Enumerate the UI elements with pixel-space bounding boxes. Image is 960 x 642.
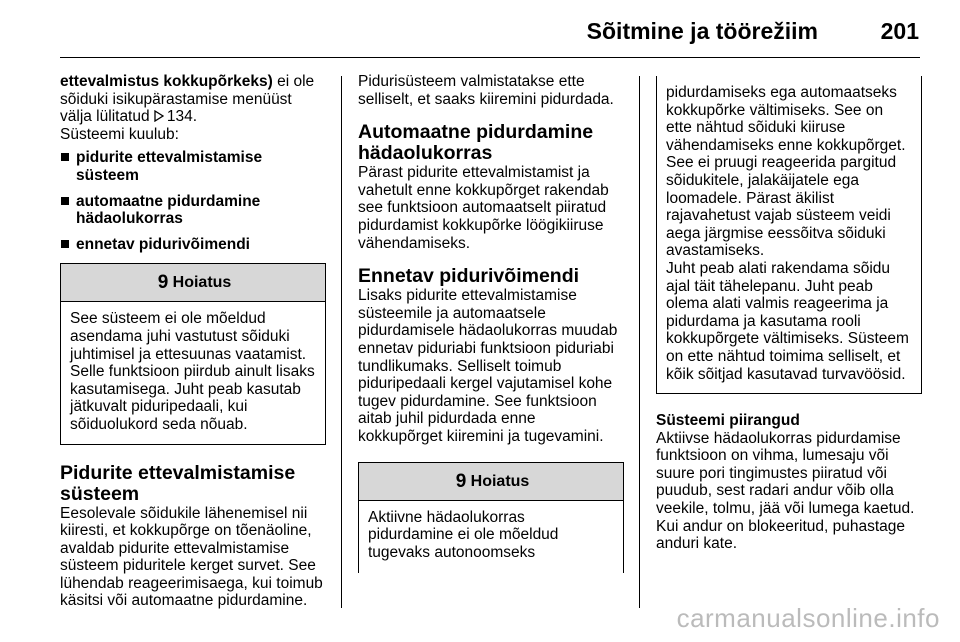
warning-body-1 [61,302,325,443]
warning-continued-text-1: pidurdamiseks ega automaatseks kokkupõrke vältimiseks. See on ette nähtud sõiduki kiiruse vähendamiseks enne kokkupõrget. See ei pruugi reageerida pargitud sõidukitele, jalakäijatele ega loomadele. Pärast äkilist rajavahetust vajab süsteem veidi aega järgmise eessõitva sõiduki avastamiseks. [666,84,906,260]
section-text-brake-assist: Lisaks pidurite ettevalmistamise süsteemile ja automaatsele pidurdamisele hädaolukorras muudab ennetav piduriabi funktsioon piduriabi tundlikumaks. Selliselt toimub piduripedaali kergel vajutamisel kohe tugev pidurdamine. See funktsioon aitab juhil pidurdada enne kokkupõrget kiiremini ja tugevamini. [358,287,618,445]
system-components-list [60,149,326,253]
warning-box-continued [656,76,922,394]
page-reference-icon [154,110,164,122]
intro-paragraph-middle: Pidurisüsteem valmistatakse ette selliselt, et saaks kiiremini pidurdada. [358,73,614,108]
warning-body-2 [359,501,623,572]
page-number: 201 [880,18,919,44]
warning-box-1 [60,263,326,444]
warning-text-1: See süsteem ei ole mõeldud asendama juhi vastutust sõiduki juhtimisel ja ettesuunas vaatamist. Selle funktsioon piirdub ainult lisaks kasutamisega. Juht peab kasutab jätkuvalt piduripedaali, kui sõiduolukord seda nõuab. [70,310,315,433]
watermark: carmanualsonline.info [676,603,940,633]
svg-text:9: 9 [157,272,168,291]
section-text-limits: Aktiivse hädaolukorras pidurdamise funktsioon on vihma, lumesaju või suure pori tingimustes piiratud või puudub, sest radari andur võib olla veekile, tolmu, jää või lumega kaetud. Kui andur on blokeeritud, puhastage anduri kate. [656,429,915,553]
column-divider-2 [639,76,640,608]
intro-bold-text: ettevalmistus kokkupõrkeks) [60,73,273,90]
section-heading-auto-braking: Automaatne pidurdamine hädaolukorras [358,121,594,165]
warning-icon [453,471,469,489]
section-text-brake-prep: Eesolevale sõidukile lähenemisel nii kiiresti, et kokkupõrge on tõenäoline, avaldab pidurite ettevalmistamise süsteem piduritele kerget survet. See lühendab reageerimisaega, kui toimub käsitsi või automaatne pidurdamine. [60,504,323,610]
list-item: ennetav pidurivõimendi [60,236,326,254]
warning-box-2 [358,462,624,573]
section-heading-limits: Süsteemi piirangud [656,412,800,430]
right-column [656,76,922,553]
warning-continued-text-2: Juht peab alati rakendama sõidu ajal täit tähelepanu. Juht peab olema alati valmis reageerima ja pidurdama ja kasutama rooli kokkupõrgete vältimiseks. Süsteem on ette nähtud toimima selliselt, et kõik sõitjad kasutavad turvavöösid. [666,259,909,383]
middle-column [358,73,624,573]
warning-heading-text: Hoiatus [172,274,232,292]
intro-paragraph [60,73,326,126]
warning-text-2: Aktiivne hädaolukorras pidurdamine ei ole mõeldud tugevaks autonoomseks [368,508,559,561]
warning-heading-1 [61,264,325,302]
system-consists-text: Süsteemi kuulub: [60,125,179,143]
svg-text:9: 9 [455,470,466,489]
warning-icon [155,272,171,290]
header-divider [60,57,920,58]
column-divider-1 [341,76,342,608]
section-heading-brake-assist: Ennetav pidurivõimendi [358,265,580,288]
list-item: pidurite ettevalmistamise süsteem [60,149,326,184]
section-heading-brake-prep: Pidurite ettevalmistamise süsteem [60,461,296,505]
intro-text: ei ole sõiduki isikupärastamise menüüst välja lülitatud [60,73,315,126]
warning-heading-text: Hoiatus [470,472,530,490]
list-item: automaatne pidurdamine hädaolukorras [60,193,326,228]
warning-heading-2 [359,463,623,501]
section-text-auto-braking: Pärast pidurite ettevalmistamist ja vahetult enne kokkupõrget rakendab see funktsioon automaatselt piiratud pidurdamist kokkupõrke löögikiiruse vähendamiseks. [358,164,609,252]
page-title: Sõitmine ja töörežiim [586,18,818,44]
page-reference: 134. [166,108,198,126]
left-column [60,73,326,610]
